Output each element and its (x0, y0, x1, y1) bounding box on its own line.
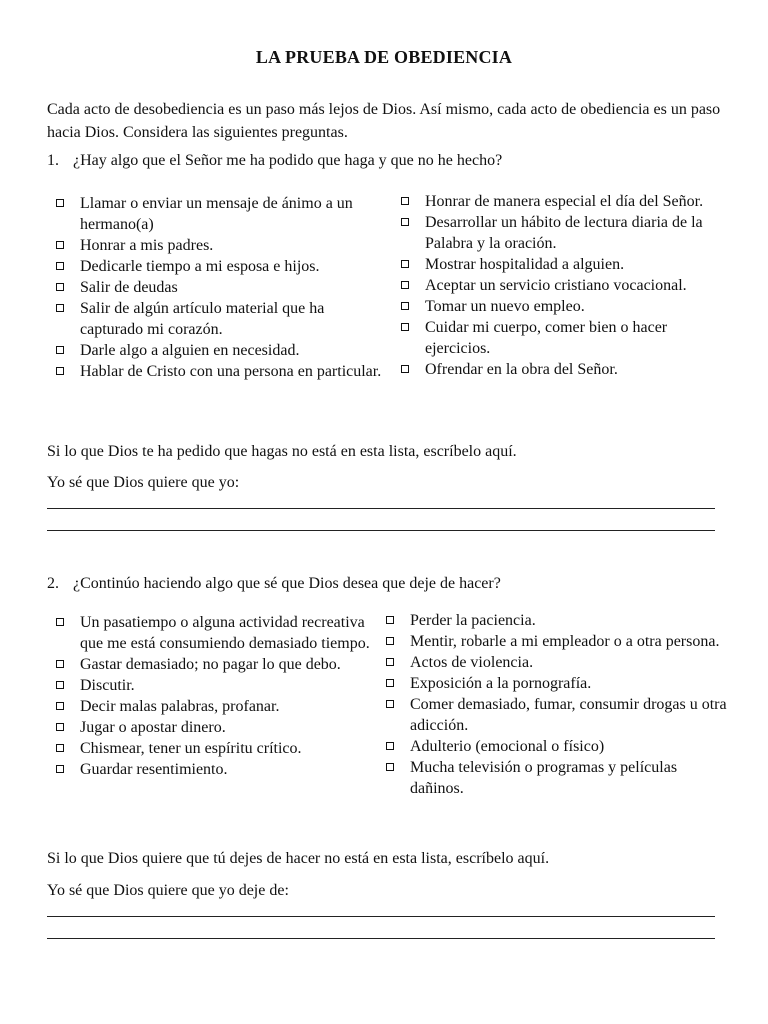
section-1-write-prompt: Si lo que Dios te ha pedido que hagas no está en esta lista, escríbelo aquí. (47, 443, 517, 460)
checkbox-item[interactable] (377, 757, 727, 799)
section-1-fill-prompt: Yo sé que Dios quiere que yo: (47, 474, 240, 491)
checkbox-label: Salir de deudas (80, 279, 178, 296)
checkbox-icon[interactable] (56, 744, 64, 752)
checkbox-icon[interactable] (401, 197, 409, 205)
checkbox-label: Mentir, robarle a mi empleador o a otra persona. (410, 633, 720, 650)
checkbox-item[interactable] (392, 275, 727, 296)
checkbox-icon[interactable] (56, 262, 64, 270)
question-2 (47, 573, 501, 594)
checkbox-label: Mucha televisión o programas y películas dañinos. (410, 759, 678, 797)
checkbox-item[interactable] (392, 296, 727, 317)
checkbox-item[interactable] (377, 631, 727, 652)
checkbox-item[interactable] (47, 759, 377, 780)
intro-paragraph: Cada acto de desobediencia es un paso más lejos de Dios. Así mismo, cada acto de obediencia es un paso hacia Dios. Considera las siguientes preguntas. (47, 101, 721, 141)
checkbox-item[interactable] (47, 298, 382, 340)
page-title: LA PRUEBA DE OBEDIENCIA (255, 47, 513, 67)
checkbox-label: Desarrollar un hábito de lectura diaria de la Palabra y la oración. (425, 214, 703, 252)
checkbox-item[interactable] (377, 610, 727, 631)
checkbox-item[interactable] (47, 340, 382, 361)
checkbox-label: Mostrar hospitalidad a alguien. (425, 256, 625, 273)
checkbox-label: Dedicarle tiempo a mi esposa e hijos. (80, 258, 320, 275)
checkbox-item[interactable] (47, 675, 377, 696)
question-2-text: ¿Continúo haciendo algo que sé que Dios desea que deje de hacer? (73, 575, 501, 592)
checkbox-label: Llamar o enviar un mensaje de ánimo a un hermano(a) (80, 195, 353, 233)
checkbox-label: Hablar de Cristo con una persona en particular. (80, 363, 382, 380)
checkbox-label: Exposición a la pornografía. (410, 675, 592, 692)
checkbox-icon[interactable] (401, 365, 409, 373)
checkbox-label: Un pasatiempo o alguna actividad recreativa que me está consumiendo demasiado tiempo. (80, 614, 370, 652)
checkbox-icon[interactable] (56, 283, 64, 291)
checkbox-item[interactable] (47, 612, 377, 654)
checkbox-icon[interactable] (386, 637, 394, 645)
checkbox-icon[interactable] (401, 260, 409, 268)
checkbox-icon[interactable] (56, 681, 64, 689)
question-1-text: ¿Hay algo que el Señor me ha podido que haga y que no he hecho? (73, 152, 503, 169)
checkbox-icon[interactable] (56, 199, 64, 207)
checkbox-icon[interactable] (56, 367, 64, 375)
checkbox-icon[interactable] (386, 700, 394, 708)
checkbox-label: Gastar demasiado; no pagar lo que debo. (80, 656, 341, 673)
checkbox-label: Decir malas palabras, profanar. (80, 698, 280, 715)
checkbox-item[interactable] (392, 359, 727, 380)
checkbox-item[interactable] (377, 694, 727, 736)
question-1-number: 1. (47, 152, 59, 169)
checkbox-item[interactable] (377, 652, 727, 673)
checkbox-icon[interactable] (56, 765, 64, 773)
checkbox-label: Aceptar un servicio cristiano vocacional. (425, 277, 687, 294)
checkbox-icon[interactable] (56, 241, 64, 249)
checkbox-label: Perder la paciencia. (410, 612, 536, 629)
question-1 (47, 150, 502, 171)
checkbox-label: Tomar un nuevo empleo. (425, 298, 585, 315)
checkbox-label: Honrar de manera especial el día del Señor. (425, 193, 704, 210)
section-1-right-list (392, 191, 727, 380)
checkbox-icon[interactable] (56, 660, 64, 668)
checkbox-icon[interactable] (401, 281, 409, 289)
checkbox-label: Guardar resentimiento. (80, 761, 228, 778)
checkbox-icon[interactable] (56, 702, 64, 710)
checkbox-icon[interactable] (401, 302, 409, 310)
checkbox-icon[interactable] (401, 218, 409, 226)
checkbox-icon[interactable] (56, 618, 64, 626)
checkbox-label: Ofrendar en la obra del Señor. (425, 361, 618, 378)
checkbox-icon[interactable] (386, 658, 394, 666)
checkbox-item[interactable] (392, 212, 727, 254)
checkbox-item[interactable] (47, 654, 377, 675)
section-1-answer-line[interactable] (47, 530, 715, 531)
checkbox-item[interactable] (392, 317, 727, 359)
checkbox-label: Chismear, tener un espíritu crítico. (80, 740, 302, 757)
checkbox-label: Jugar o apostar dinero. (80, 719, 226, 736)
question-2-number: 2. (47, 575, 59, 592)
checkbox-item[interactable] (392, 191, 727, 212)
section-2-right-list (377, 610, 727, 799)
checkbox-item[interactable] (47, 235, 382, 256)
checkbox-icon[interactable] (56, 304, 64, 312)
checkbox-item[interactable] (47, 738, 377, 759)
checkbox-item[interactable] (47, 256, 382, 277)
section-2-answer-line[interactable] (47, 916, 715, 917)
checkbox-label: Darle algo a alguien en necesidad. (80, 342, 300, 359)
checkbox-item[interactable] (47, 361, 382, 382)
checkbox-icon[interactable] (386, 763, 394, 771)
checkbox-item[interactable] (47, 277, 382, 298)
section-1-answer-line[interactable] (47, 508, 715, 509)
checkbox-label: Cuidar mi cuerpo, comer bien o hacer ejercicios. (425, 319, 668, 357)
checkbox-label: Salir de algún artículo material que ha capturado mi corazón. (80, 300, 325, 338)
checkbox-label: Actos de violencia. (410, 654, 534, 671)
checkbox-item[interactable] (47, 696, 377, 717)
checkbox-item[interactable] (392, 254, 727, 275)
section-1-left-list (47, 193, 382, 382)
section-2-fill-prompt: Yo sé que Dios quiere que yo deje de: (47, 882, 289, 899)
checkbox-icon[interactable] (386, 742, 394, 750)
checkbox-label: Adulterio (emocional o físico) (410, 738, 605, 755)
section-2-write-prompt: Si lo que Dios quiere que tú dejes de hacer no está en esta lista, escríbelo aquí. (47, 850, 550, 867)
checkbox-icon[interactable] (56, 346, 64, 354)
checkbox-item[interactable] (47, 717, 377, 738)
section-2-answer-line[interactable] (47, 938, 715, 939)
checkbox-label: Discutir. (80, 677, 135, 694)
checkbox-item[interactable] (47, 193, 382, 235)
checkbox-label: Comer demasiado, fumar, consumir drogas u otra adicción. (410, 696, 727, 734)
checkbox-icon[interactable] (56, 723, 64, 731)
checkbox-icon[interactable] (386, 616, 394, 624)
checkbox-item[interactable] (377, 736, 727, 757)
checkbox-label: Honrar a mis padres. (80, 237, 214, 254)
checkbox-item[interactable] (377, 673, 727, 694)
checkbox-icon[interactable] (401, 323, 409, 331)
checkbox-icon[interactable] (386, 679, 394, 687)
section-2-left-list (47, 612, 377, 780)
